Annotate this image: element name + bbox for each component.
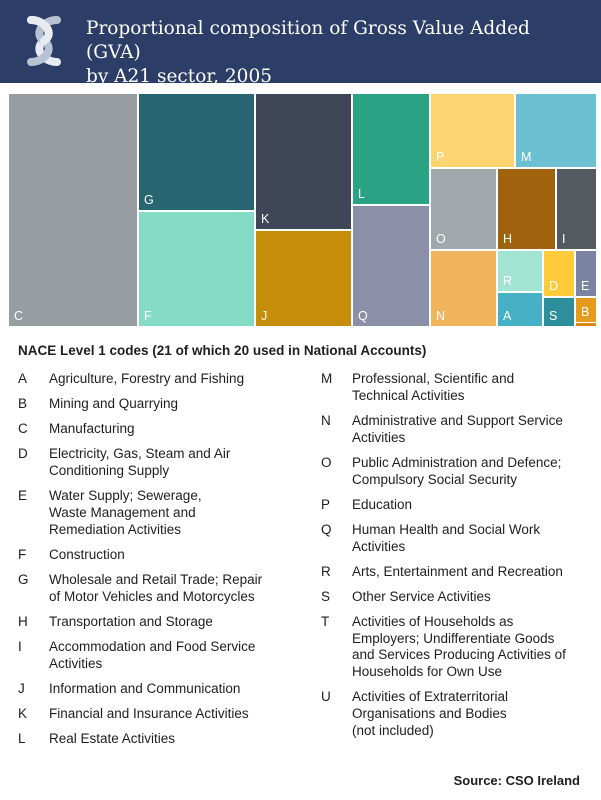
legend-item-p xyxy=(321,497,591,514)
legend-item-i xyxy=(18,639,288,673)
treemap-label-s: S xyxy=(549,309,558,323)
legend-code: F xyxy=(18,546,27,562)
legend-item-j xyxy=(18,681,288,698)
legend-item-k xyxy=(18,706,288,723)
treemap-label-k: K xyxy=(261,212,270,226)
legend-description-line: Activities of Extraterritorial xyxy=(352,689,509,705)
treemap-label-q: Q xyxy=(358,309,368,323)
legend-description-line: Activities xyxy=(352,538,406,554)
legend-description xyxy=(352,614,591,681)
header-banner xyxy=(0,0,601,87)
legend-description xyxy=(352,455,591,489)
treemap-label-p: P xyxy=(436,150,445,164)
legend-code: T xyxy=(321,613,330,629)
legend-description xyxy=(49,488,288,538)
treemap-label-n: N xyxy=(436,309,446,323)
legend-description: Arts, Entertainment and Recreation xyxy=(352,563,563,579)
legend-description-line: Compulsory Social Security xyxy=(352,471,518,487)
legend-description xyxy=(352,689,591,739)
legend-description-line: Activities of Households as xyxy=(352,613,514,629)
legend-description-line: of Motor Vehicles and Motorcycles xyxy=(49,588,255,604)
legend-item-u xyxy=(321,689,591,739)
legend-code: U xyxy=(321,689,331,705)
legend-description-line: Water Supply; Sewerage, xyxy=(49,488,202,504)
treemap-chart xyxy=(0,83,601,333)
legend-code: K xyxy=(18,705,28,721)
legend-description-line: Wholesale and Retail Trade; Repair xyxy=(49,571,263,587)
legend-description-line: (not included) xyxy=(352,722,434,738)
legend-description-line: Technical Activities xyxy=(352,387,465,403)
treemap-label-j: J xyxy=(261,309,268,323)
legend-description-line: Activities xyxy=(352,429,406,445)
treemap-cell-g xyxy=(139,94,254,210)
legend-code: D xyxy=(18,446,28,462)
legend-item-l xyxy=(18,731,288,748)
legend-description-line: Organisations and Bodies xyxy=(352,706,507,722)
legend-description xyxy=(352,522,591,556)
legend-code: A xyxy=(18,371,28,386)
legend-description xyxy=(49,446,288,480)
treemap-label-b: B xyxy=(581,305,590,319)
legend-heading: NACE Level 1 codes (21 of which 20 used in National Accounts) xyxy=(18,343,427,358)
legend-code: P xyxy=(321,496,331,512)
treemap-label-r: R xyxy=(503,274,513,288)
treemap-cell-j xyxy=(256,231,351,326)
legend-item-n xyxy=(321,413,591,447)
treemap-label-h: H xyxy=(503,232,513,246)
legend-code: S xyxy=(321,588,331,604)
legend-item-t xyxy=(321,614,591,681)
legend-description xyxy=(49,639,288,673)
legend-description-line: Professional, Scientific and xyxy=(352,371,515,386)
legend-code: L xyxy=(18,731,26,747)
treemap-label-m: M xyxy=(521,150,532,164)
treemap-cell-t xyxy=(576,323,596,326)
treemap-label-f: F xyxy=(144,309,152,323)
legend-description-line: Public Administration and Defence; xyxy=(352,454,562,470)
legend-description-line: Human Health and Social Work xyxy=(352,521,541,537)
legend-item-s xyxy=(321,589,591,606)
legend-code: E xyxy=(18,488,28,504)
treemap-cell-k xyxy=(256,94,351,229)
legend-code: C xyxy=(18,421,28,437)
legend-code: I xyxy=(18,638,22,654)
legend-item-e xyxy=(18,488,288,538)
treemap-label-c: C xyxy=(14,309,24,323)
legend-description xyxy=(352,413,591,447)
legend-description-line: and Services Producing Activities of xyxy=(352,647,566,663)
legend-description-line: Activities xyxy=(49,655,103,671)
legend-description: Education xyxy=(352,496,413,512)
chart-title xyxy=(86,17,586,89)
legend-code: R xyxy=(321,563,331,579)
legend-description: Agriculture, Forestry and Fishing xyxy=(49,371,245,386)
legend-description xyxy=(49,572,288,606)
legend-description: Mining and Quarrying xyxy=(49,396,179,412)
legend-description xyxy=(352,371,591,405)
treemap-label-l: L xyxy=(358,187,365,201)
legend-item-m xyxy=(321,371,591,405)
legend-code: Q xyxy=(321,521,332,537)
legend-description: Financial and Insurance Activities xyxy=(49,705,249,721)
legend-description: Information and Communication xyxy=(49,680,241,696)
legend-description-line: Electricity, Gas, Steam and Air xyxy=(49,446,231,462)
legend-code: H xyxy=(18,613,28,629)
legend-code: N xyxy=(321,412,331,428)
chart-title-line-2: by A21 sector, 2005 xyxy=(86,66,272,87)
legend-item-h xyxy=(18,614,288,631)
legend-left-column xyxy=(18,371,288,756)
legend-description: Other Service Activities xyxy=(352,588,491,604)
legend-description: Real Estate Activities xyxy=(49,731,176,747)
legend-code: J xyxy=(18,680,25,696)
legend-item-o xyxy=(321,455,591,489)
legend-code: M xyxy=(321,371,333,386)
legend-item-q xyxy=(321,522,591,556)
treemap-cell-q xyxy=(353,206,429,326)
treemap-label-a: A xyxy=(503,309,512,323)
legend-item-c xyxy=(18,421,288,438)
legend-item-d xyxy=(18,446,288,480)
legend-item-b xyxy=(18,396,288,413)
treemap-label-d: D xyxy=(549,279,559,293)
legend-code: B xyxy=(18,396,28,412)
legend-code: O xyxy=(321,454,332,470)
legend-description: Construction xyxy=(49,546,125,562)
legend-description-line: Accommodation and Food Service xyxy=(49,638,256,654)
treemap-label-g: G xyxy=(144,193,154,207)
treemap-cell-c xyxy=(9,94,137,326)
treemap-label-i: I xyxy=(562,232,566,246)
legend-description-line: Waste Management and xyxy=(49,504,196,520)
legend-description-line: Administrative and Support Service xyxy=(352,412,563,428)
legend-description-line: Employers; Undifferentiate Goods xyxy=(352,630,555,646)
legend-item-f xyxy=(18,547,288,564)
legend-item-r xyxy=(321,564,591,581)
legend-description: Manufacturing xyxy=(49,421,135,437)
cso-logo-icon xyxy=(15,12,73,70)
chart-title-line-1: Proportional composition of Gross Value Added (GVA) xyxy=(86,18,530,63)
legend-description-line: Conditioning Supply xyxy=(49,463,170,479)
legend-right-column xyxy=(321,371,591,748)
treemap-label-o: O xyxy=(436,232,446,246)
treemap-label-e: E xyxy=(581,279,590,293)
source-note: Source: CSO Ireland xyxy=(453,773,580,788)
legend-item-g xyxy=(18,572,288,606)
treemap-cell-f xyxy=(139,212,254,326)
legend-description-line: Remediation Activities xyxy=(49,521,182,537)
legend-description: Transportation and Storage xyxy=(49,613,213,629)
legend-code: G xyxy=(18,571,29,587)
legend-description-line: Households for Own Use xyxy=(352,664,503,680)
legend-item-a xyxy=(18,371,288,388)
